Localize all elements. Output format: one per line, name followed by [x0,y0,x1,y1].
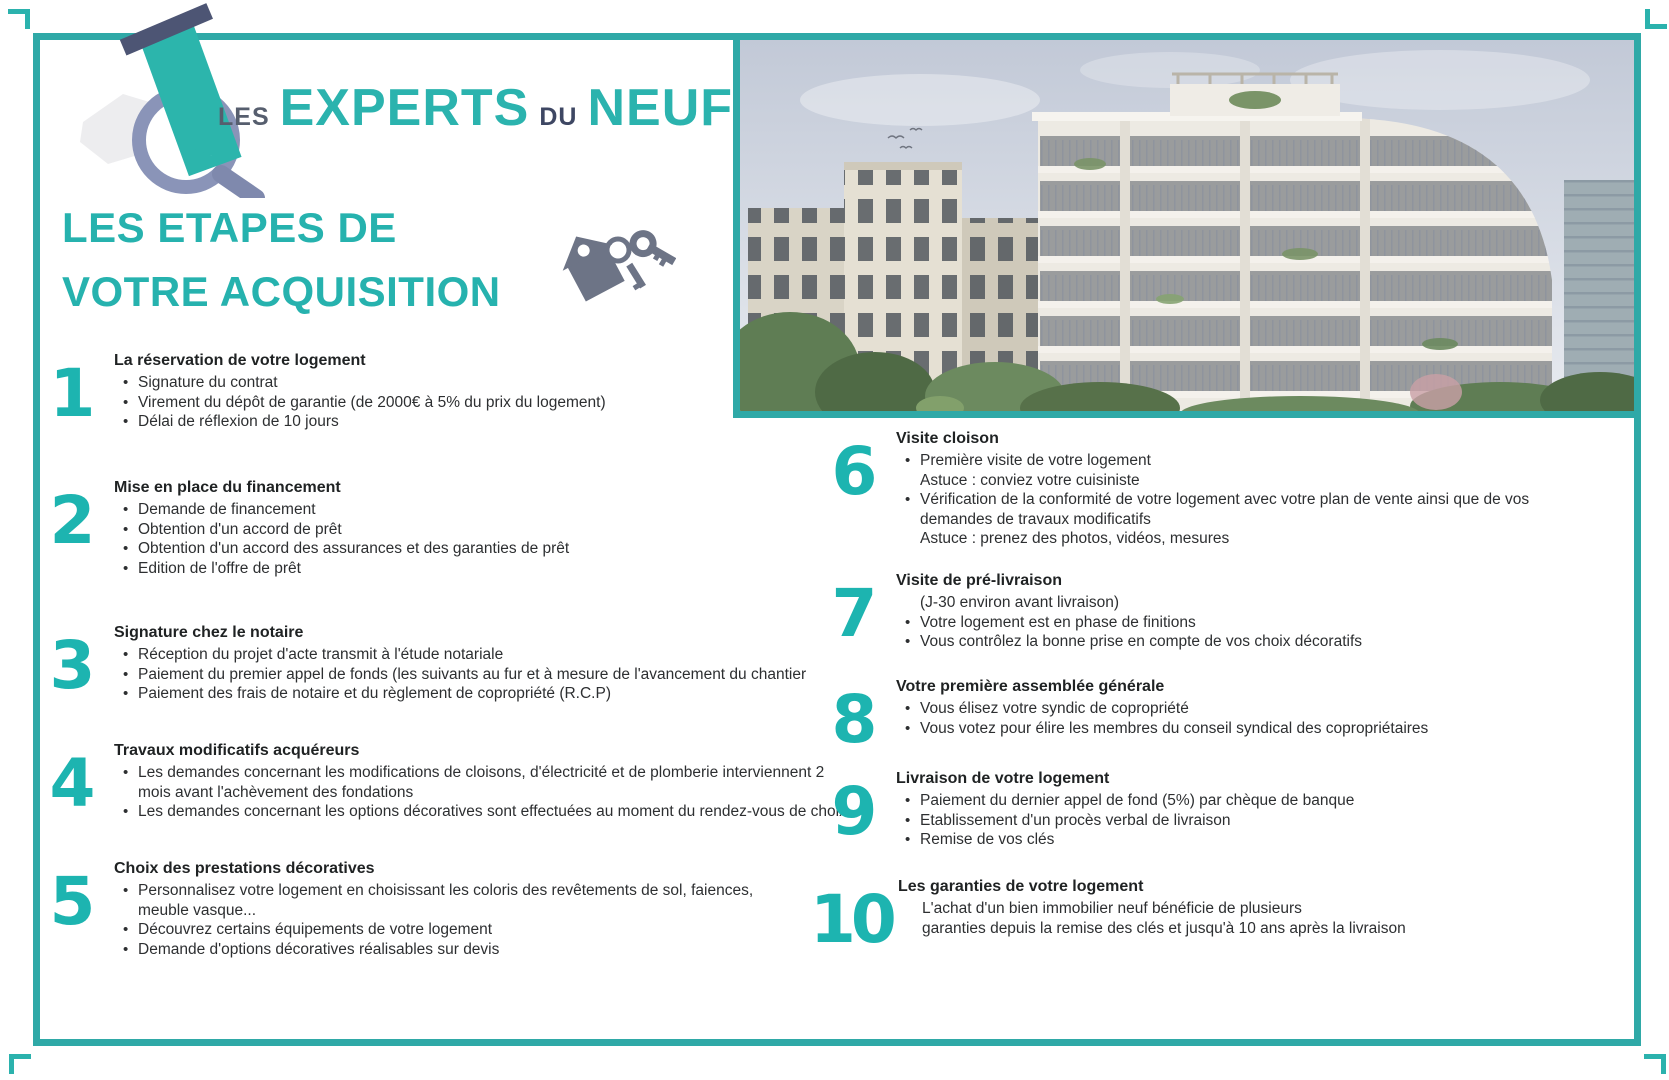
step-7-title: Visite de pré-livraison [896,572,1062,589]
logo-wordmark [218,78,733,138]
step-10-item: garanties depuis la remise des clés et jusqu'à 10 ans après la livraison [922,919,1406,937]
step-2-number: 2 [49,482,93,559]
step-2 [42,479,864,578]
step-1-item: • Signature du contrat [114,373,864,393]
step-5-item: • Demande d'options décoratives réalisables sur devis [114,940,774,960]
step-3-title: Signature chez le notaire [114,624,304,641]
step-10 [810,878,1570,958]
corner-bracket-top-right [1645,9,1667,29]
step-4-number: 4 [49,745,93,822]
step-9 [824,770,1568,850]
step-6-number: 6 [831,433,875,510]
corner-bracket-top-left [8,9,30,29]
building-rendering-art [740,40,1634,411]
step-10-item: L'achat d'un bien immobilier neuf bénéficie de plusieurs [922,900,1302,917]
logo-word-du: DU [539,103,578,131]
step-1-item: • Virement du dépôt de garantie (de 2000€ à 5% du prix du logement) [114,393,864,413]
step-7 [824,572,1568,652]
step-8-item: • Vous élisez votre syndic de copropriété [896,699,1568,719]
step-9-number: 9 [831,773,875,850]
building-rendering-photo [733,33,1641,418]
step-6-item: • Première visite de votre logement [896,451,1568,471]
step-2-item: • Edition de l'offre de prêt [114,559,864,579]
corner-bracket-bottom-left [9,1054,31,1074]
page-title-line1: LES ETAPES DE [62,204,397,251]
step-10-number: 10 [810,881,892,958]
step-9-title: Livraison de votre logement [896,770,1110,787]
step-2-title: Mise en place du financement [114,479,341,496]
step-4 [42,742,849,822]
step-6 [824,430,1568,549]
page-title [62,196,501,324]
step-3 [42,624,874,704]
step-1-item: • Délai de réflexion de 10 jours [114,412,864,432]
step-7-item: • Vous contrôlez la bonne prise en compte de vos choix décoratifs [896,632,1568,652]
step-7-number: 7 [831,575,875,652]
step-5-title: Choix des prestations décoratives [114,860,375,877]
step-8 [824,678,1568,758]
step-2-item: • Demande de financement [114,500,864,520]
step-1-number: 1 [49,355,93,432]
page-title-line2: VOTRE ACQUISITION [62,268,501,315]
step-4-title: Travaux modificatifs acquéreurs [114,742,360,759]
step-6-item: • Vérification de la conformité de votre logement avec votre plan de vente ainsi que de vos demandes de travaux modificatifs [896,490,1568,529]
step-5-item: • Personnalisez votre logement en choisissant les coloris des revêtements de sol, faiences, meuble vasque... [114,881,774,920]
step-8-title: Votre première assemblée générale [896,678,1165,695]
step-6-title: Visite cloison [896,430,999,447]
step-9-item: • Etablissement d'un procès verbal de livraison [896,811,1568,831]
step-4-item: • Les demandes concernant les modifications de cloisons, d'électricité et de plomberie interviennent 2 mois avant l'achèvement des fondations [114,763,849,802]
logo-word-experts: EXPERTS [279,79,530,137]
step-7-item: (J-30 environ avant livraison) [920,594,1120,611]
step-9-item: • Paiement du dernier appel de fond (5%) par chèque de banque [896,791,1568,811]
step-3-item: • Réception du projet d'acte transmit à l'étude notariale [114,645,874,665]
step-1 [42,352,864,432]
step-6-item: Astuce : prenez des photos, vidéos, mesures [920,530,1230,547]
step-8-number: 8 [831,681,875,758]
step-5-item: • Découvrez certains équipements de votre logement [114,920,774,940]
step-1-title: La réservation de votre logement [114,352,366,369]
step-2-item: • Obtention d'un accord de prêt [114,520,864,540]
step-2-item: • Obtention d'un accord des assurances et des garanties de prêt [114,539,864,559]
step-9-item: • Remise de vos clés [896,830,1568,850]
step-5 [42,860,774,959]
step-6-item: Astuce : conviez votre cuisiniste [920,471,1140,489]
step-8-item: • Vous votez pour élire les membres du conseil syndical des copropriétaires [896,719,1568,739]
logo-word-les: LES [218,103,270,131]
step-7-item: • Votre logement est en phase de finitions [896,613,1568,633]
corner-bracket-bottom-right [1644,1054,1666,1074]
logo-word-neuf: NEUF [587,79,734,137]
step-3-number: 3 [49,627,93,704]
step-3-item: • Paiement des frais de notaire et du règlement de copropriété (R.C.P) [114,684,874,704]
step-3-item: • Paiement du premier appel de fonds (les suivants au fur et à mesure de l'avancement du chantier [114,665,874,685]
step-5-number: 5 [49,863,93,940]
house-keys-icon [556,218,676,310]
step-10-title: Les garanties de votre logement [898,878,1144,895]
step-4-item: • Les demandes concernant les options décoratives sont effectuées au moment du rendez-vous de choix [114,802,849,822]
